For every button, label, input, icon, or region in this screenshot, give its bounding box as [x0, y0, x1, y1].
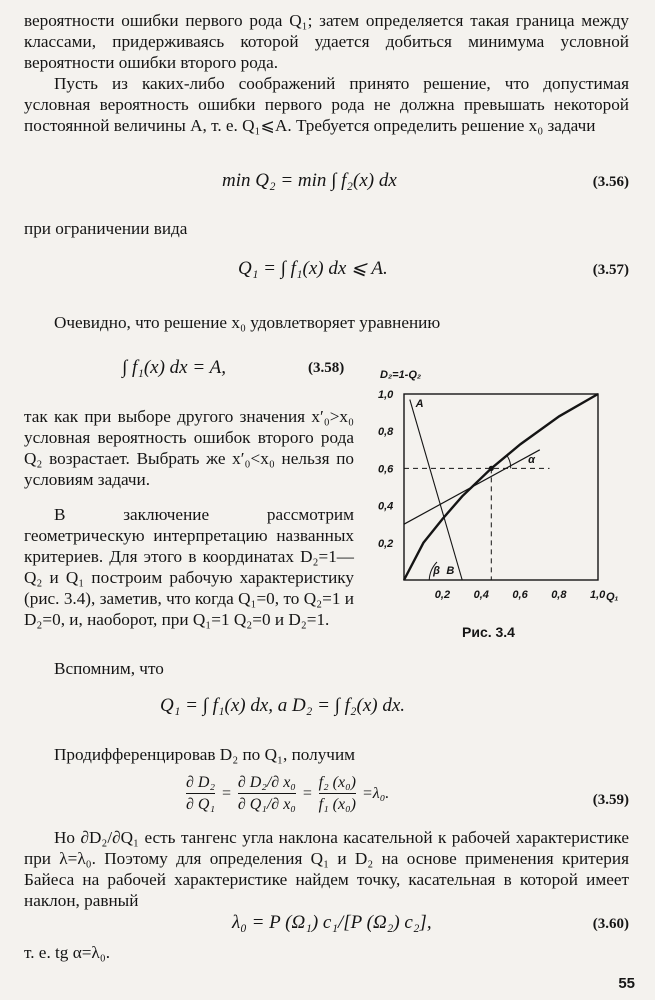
y-tick-label: 0,2 [378, 537, 394, 550]
plot-frame [404, 394, 598, 580]
equation-number-3-60: (3.60) [592, 916, 629, 932]
figure-3-4 [372, 366, 642, 656]
y-tick-label: 0,6 [378, 463, 394, 476]
paragraph-4: Очевидно, что решение x₀ удовлетворяет уравнению [54, 313, 441, 332]
equation-number-3-59: (3.59) [592, 792, 629, 808]
x-tick-label: 0,4 [473, 589, 489, 601]
working-characteristic-chart [372, 366, 642, 616]
paragraph-10: т. е. tg α=λ₀. [24, 943, 111, 962]
equation-3-58: ∫ f₁(x) dx = A, [122, 357, 226, 378]
label-B: B [446, 565, 455, 577]
equation-number-3-56: (3.56) [592, 174, 629, 190]
page-number: 55 [618, 975, 635, 992]
equation-recall: Q₁ = ∫ f₁(x) dx, а D₂ = ∫ f₂(x) dx. [160, 695, 406, 716]
paragraph-7: Вспомним, что [54, 659, 164, 678]
label-alpha: α [528, 453, 535, 466]
equation-3-57: Q₁ = ∫ f₁(x) dx ⩽ A. [238, 258, 388, 279]
paragraph-5: так как при выборе другого значения x′₀>x₀ условная вероятность ошибок второго рода Q₂ возрастает. Выбрать же x′₀<x₀ нельзя по условиям задачи. [24, 407, 354, 489]
equation-3-59: ∂ D₂ ∂ Q₁ = ∂ D₂/∂ x₀ ∂ Q₁/∂ x₀ = f₂ (x₀) f₁ (x₀) =λ₀. [186, 774, 390, 813]
label-beta: β [433, 565, 440, 577]
paragraph-2: Пусть из каких-либо соображений принято решение, что допустимая условная вероятность ошибки первого рода не должна превышать некоторой постоянной величины A, т. е. Q₁⩽A. Требуется определить решение x₀ задачи [24, 74, 629, 135]
paragraph-6: В заключение рассмотрим геометрическую интерпретацию названных критериев. Для этого в координатах D₂=1—Q₂ и Q₁ построим рабочую характеристику (рис. 3.4), заметив, что когда Q₁=0, то Q₂=1 и D₂=0, и, наоборот, при Q₁=1 Q₂=0 и D₂=1. [24, 505, 354, 629]
series-line-1 [404, 450, 540, 524]
paragraph-1: вероятности ошибки первого рода Q₁; затем определяется такая граница между классами, придерживаясь которой удается добиться минимума условной вероятности ошибки второго рода. [24, 11, 629, 72]
label-A: A [415, 398, 424, 411]
x-tick-label: 0,8 [551, 589, 567, 601]
y-axis-label: D₂=1-Q₂ [380, 369, 422, 381]
equation-3-60: λ₀ = P (Ω₁) c₁/[P (Ω₂) c₂], [232, 912, 432, 933]
series-line-0 [404, 394, 598, 580]
x-tick-label: 0,6 [512, 589, 528, 601]
figure-caption: Рис. 3.4 [462, 624, 515, 640]
x-tick-label: 0,2 [434, 589, 451, 601]
x-tick-label: 1,0 [590, 589, 606, 601]
paragraph-8: Продифференцировав D₂ по Q₁, получим [54, 745, 356, 764]
paragraph-3: при ограничении вида [24, 219, 188, 238]
y-tick-label: 0,4 [378, 500, 394, 513]
equation-number-3-57: (3.57) [592, 262, 629, 278]
y-tick-label: 1,0 [378, 389, 394, 401]
tangent-point [489, 466, 494, 471]
y-tick-label: 0,8 [378, 426, 394, 439]
x-axis-label: Q₁ [606, 591, 619, 603]
equation-3-56: min Q₂ = min ∫ f₂(x) dx [222, 170, 397, 191]
paragraph-9: Но ∂D₂/∂Q₁ есть тангенс угла наклона касательной к рабочей характеристике при λ=λ₀. Поэтому для определения Q₁ и D₂ на основе применения критерия Байеса на рабочей характеристике найдем точку, касательная в которой имеет наклон, равный [24, 828, 629, 910]
equation-number-3-58: (3.58) [308, 360, 345, 376]
